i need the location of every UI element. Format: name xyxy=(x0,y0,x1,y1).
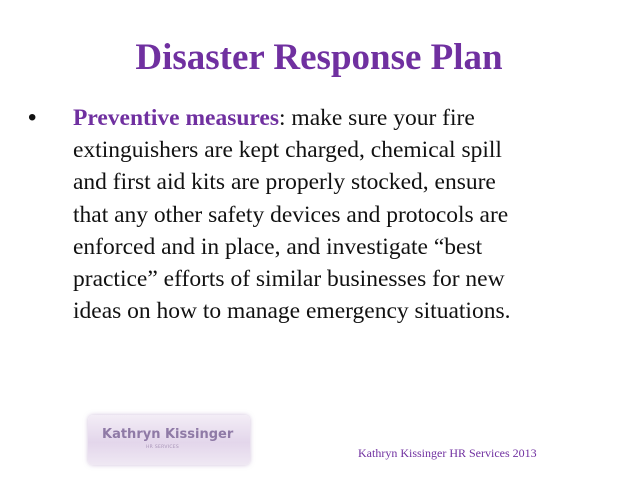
bullet-line-2: extinguishers are kept charged, chemical spill xyxy=(73,137,502,164)
slide-title: Disaster Response Plan xyxy=(135,37,503,78)
bullet-line-3: and first aid kits are properly stocked, ensure xyxy=(73,169,496,196)
bullet-line-4: that any other safety devices and protocols are xyxy=(73,201,509,228)
bullet-item xyxy=(73,102,633,327)
bullet-marker: • xyxy=(28,104,37,131)
bullet-line-6: practice” efforts of similar businesses for new xyxy=(73,266,505,293)
bullet-line-7: ideas on how to manage emergency situations. xyxy=(73,298,511,325)
bullet-line-1 xyxy=(73,102,633,134)
logo-subtext: HR SERVICES xyxy=(146,445,180,450)
bullet-line-1-text: : make sure your fire xyxy=(279,105,475,131)
bullet-line-5: enforced and in place, and investigate “best xyxy=(73,233,483,260)
company-logo xyxy=(88,415,250,465)
slide-footer: Kathryn Kissinger HR Services 2013 xyxy=(358,446,537,460)
bullet-lead-term: Preventive measures xyxy=(73,105,280,131)
logo-name: Kathryn Kissinger xyxy=(102,427,234,442)
